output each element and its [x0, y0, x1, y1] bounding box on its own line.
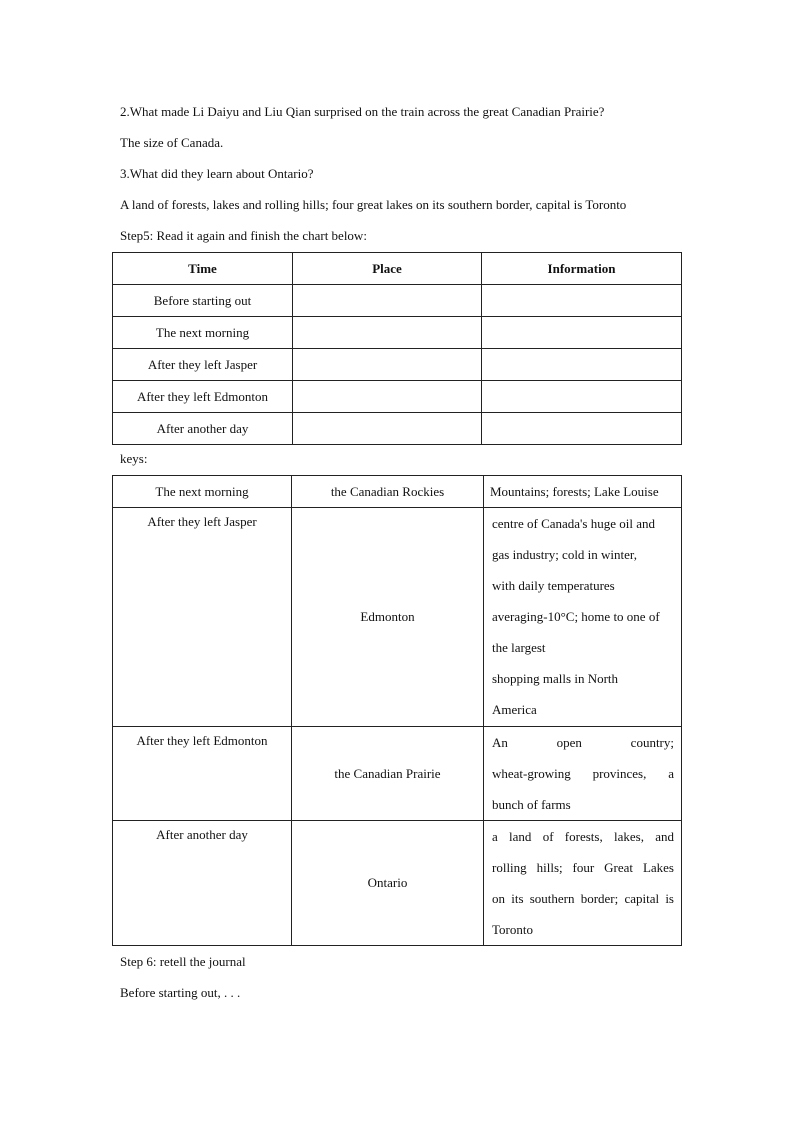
time-cell: After they left Edmonton	[113, 381, 293, 413]
keys-label: keys:	[120, 451, 148, 466]
retell-start: Before starting out, . . .	[120, 985, 241, 1000]
header-place: Place	[293, 253, 482, 285]
header-time: Time	[113, 253, 293, 285]
info-line: wheat-growing provinces, a	[492, 766, 674, 781]
table-row	[113, 317, 682, 349]
time-cell: Before starting out	[113, 285, 293, 317]
chart-table	[112, 252, 682, 445]
info-line: An open country;	[492, 735, 674, 750]
info-line: a land of forests, lakes, and	[492, 829, 674, 844]
chart-header-row	[113, 253, 682, 285]
time-cell: The next morning	[113, 476, 292, 508]
place-cell[interactable]	[293, 413, 482, 445]
info-line: centre of Canada's huge oil and	[492, 516, 655, 531]
keys-table	[112, 475, 682, 946]
question-2: 2.What made Li Daiyu and Liu Qian surprised on the train across the great Canadian Prairie?	[120, 104, 605, 119]
table-row	[113, 821, 682, 946]
place-cell: Ontario	[292, 821, 484, 946]
info-line: bunch of farms	[492, 797, 571, 812]
information-cell[interactable]	[482, 413, 682, 445]
table-row	[113, 476, 682, 508]
place-cell[interactable]	[293, 349, 482, 381]
table-row	[113, 508, 682, 727]
info-line: Toronto	[492, 922, 533, 937]
answer-3: A land of forests, lakes and rolling hills; four great lakes on its southern border, capital is Toronto	[120, 197, 627, 212]
header-information: Information	[482, 253, 682, 285]
table-row	[113, 349, 682, 381]
time-cell: After another day	[113, 413, 293, 445]
step5-instruction: Step5: Read it again and finish the chart below:	[120, 228, 367, 243]
info-line: with daily temperatures	[492, 578, 615, 593]
information-cell	[484, 508, 682, 727]
time-cell: After they left Jasper	[113, 349, 293, 381]
place-cell[interactable]	[293, 285, 482, 317]
info-line: the largest	[492, 640, 546, 655]
question-3: 3.What did they learn about Ontario?	[120, 166, 314, 181]
time-cell: After they left Jasper	[113, 508, 292, 727]
table-row	[113, 727, 682, 821]
answer-2: The size of Canada.	[120, 135, 224, 150]
place-cell: the Canadian Rockies	[292, 476, 484, 508]
information-cell[interactable]	[482, 285, 682, 317]
info-line: averaging-10°C; home to one of	[492, 609, 660, 624]
time-cell: After another day	[113, 821, 292, 946]
information-cell[interactable]	[482, 317, 682, 349]
information-cell[interactable]	[482, 349, 682, 381]
place-cell: Edmonton	[292, 508, 484, 727]
time-cell: After they left Edmonton	[113, 727, 292, 821]
information-cell: Mountains; forests; Lake Louise	[484, 476, 682, 508]
place-cell[interactable]	[293, 381, 482, 413]
information-cell[interactable]	[482, 381, 682, 413]
table-row	[113, 381, 682, 413]
table-row	[113, 285, 682, 317]
information-cell	[484, 727, 682, 821]
time-cell: The next morning	[113, 317, 293, 349]
info-line: America	[492, 702, 537, 717]
information-cell	[484, 821, 682, 946]
info-line: on its southern border; capital is	[492, 891, 674, 906]
info-line: shopping malls in North	[492, 671, 619, 686]
place-cell[interactable]	[293, 317, 482, 349]
table-row	[113, 413, 682, 445]
step6-instruction: Step 6: retell the journal	[120, 954, 246, 969]
info-line: rolling hills; four Great Lakes	[492, 860, 674, 875]
place-cell: the Canadian Prairie	[292, 727, 484, 821]
info-line: gas industry; cold in winter,	[492, 547, 637, 562]
